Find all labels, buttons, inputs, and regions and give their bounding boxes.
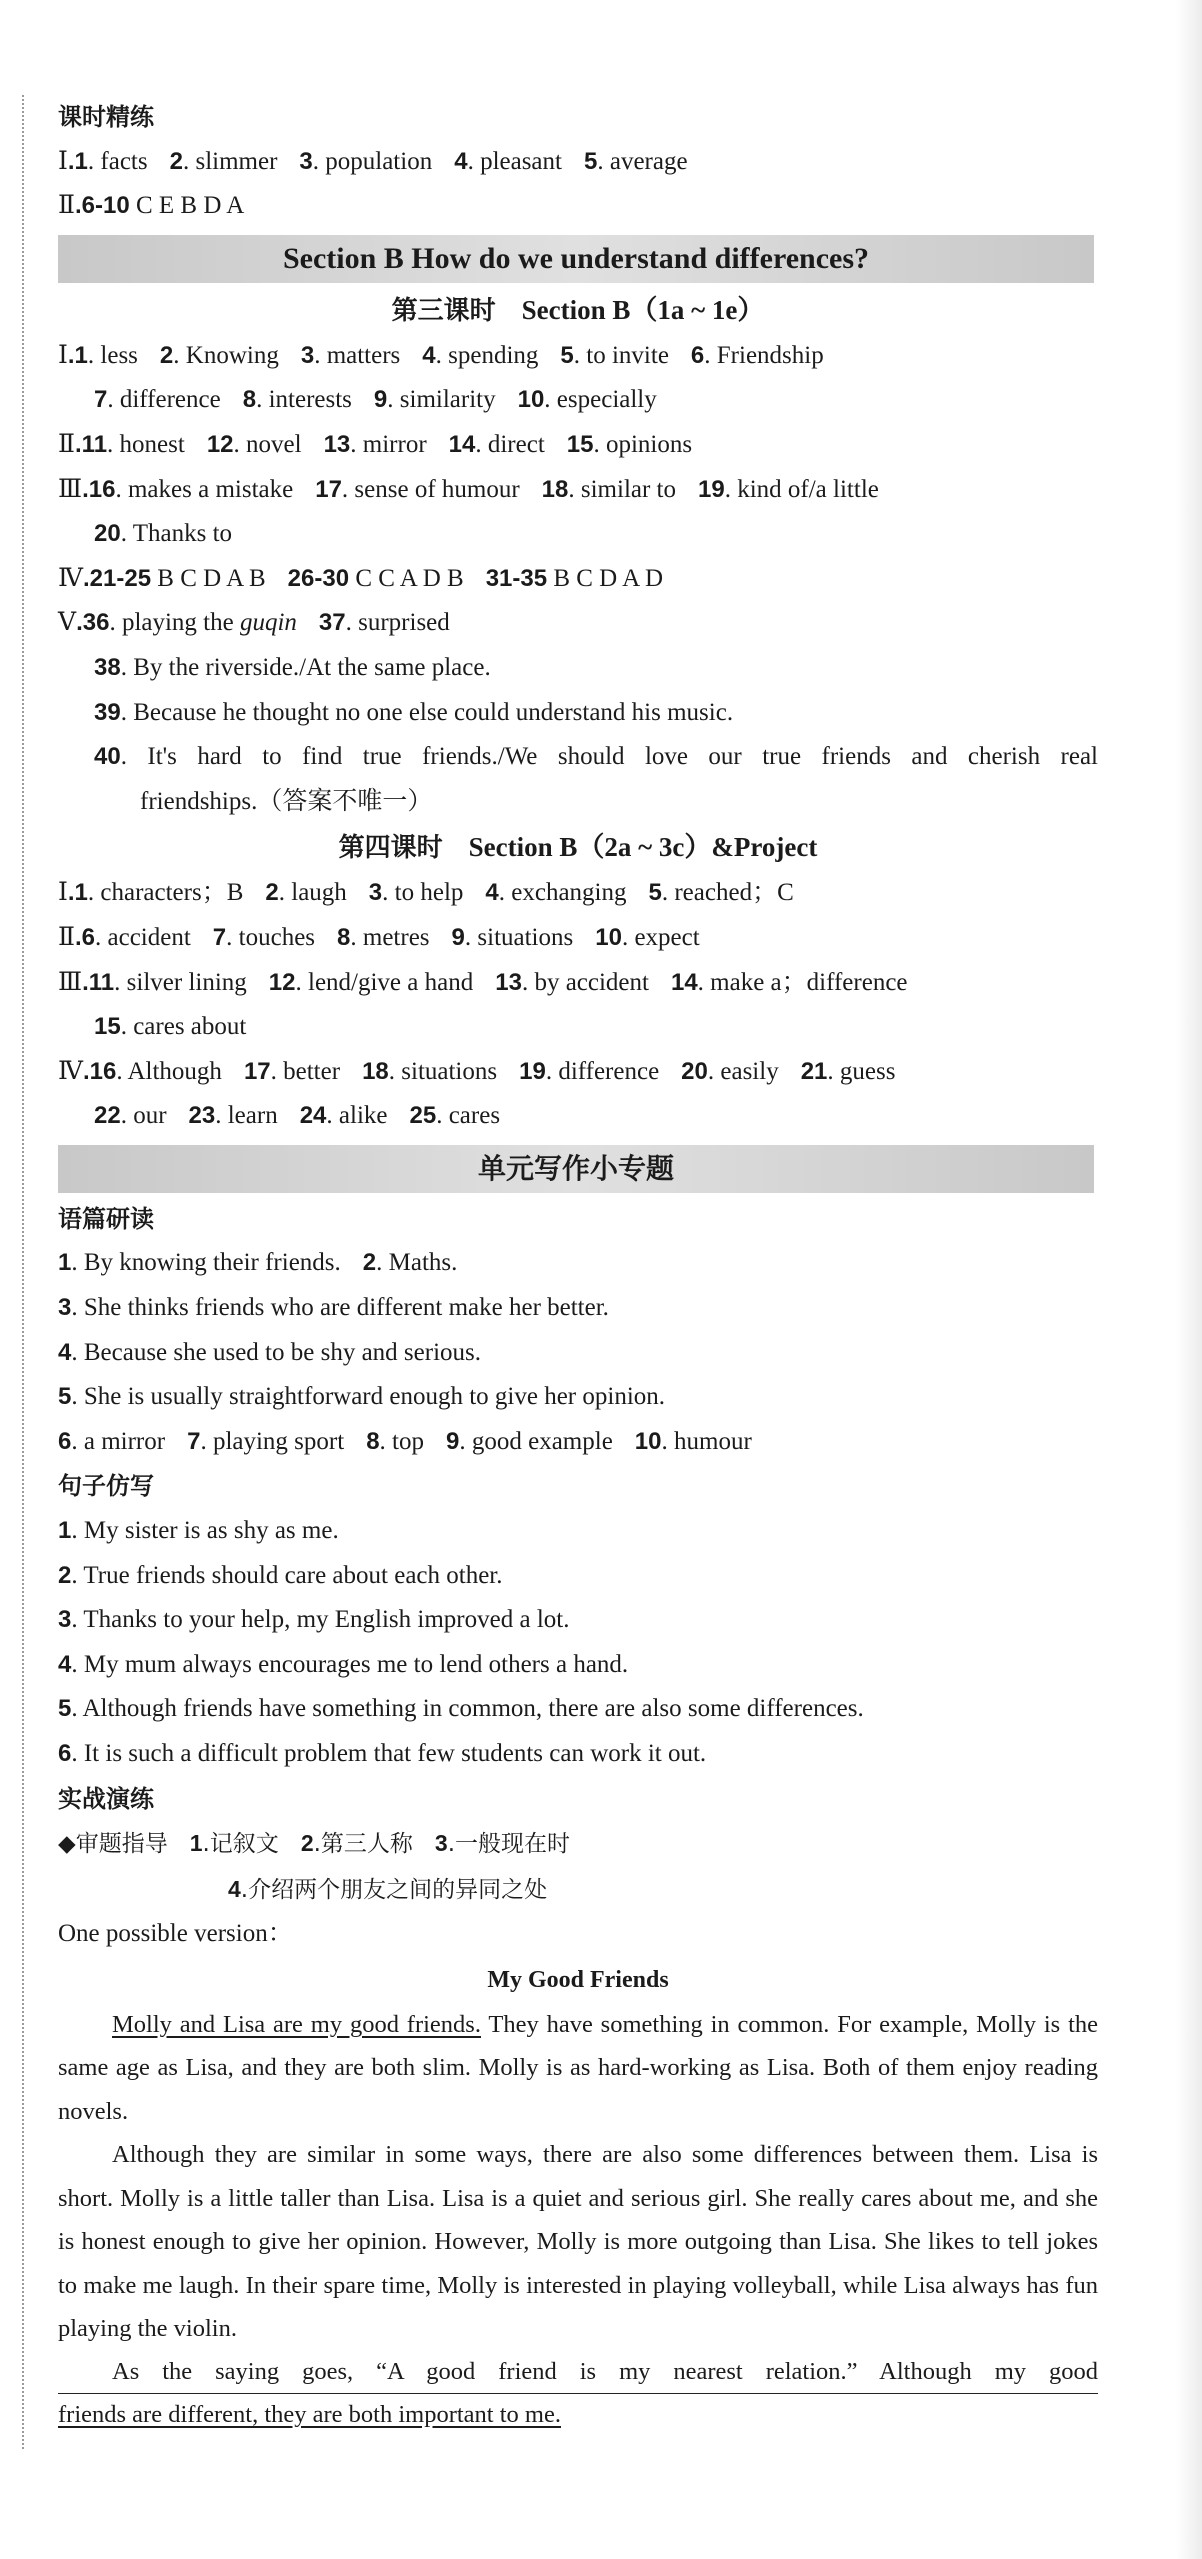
- answer-number: 18: [362, 1057, 389, 1085]
- lesson-3-part-i-row-1: [58, 334, 1098, 379]
- answer-text: . playing sport: [200, 1427, 345, 1455]
- answer-text: . a mirror: [71, 1427, 166, 1455]
- answer-number: 9: [373, 386, 388, 414]
- answer-text: . learn: [215, 1102, 278, 1130]
- answer-number: 17: [243, 1057, 271, 1085]
- answer-text: . similarity: [387, 386, 496, 414]
- answer-number: 4: [228, 1875, 241, 1902]
- answer-number: 10: [595, 923, 622, 951]
- imitation-row: [58, 1687, 1098, 1732]
- lesson-3-en: Section B（1a ~ 1e）: [521, 294, 765, 325]
- essay-title: My Good Friends: [487, 1966, 669, 1993]
- answer-number: 7: [94, 386, 108, 414]
- answer-number: 3: [434, 1830, 448, 1857]
- answer-text: . situations: [464, 923, 574, 951]
- answer-text: . She thinks friends who are different make her better.: [71, 1294, 609, 1322]
- answer-text: . cares: [436, 1102, 501, 1130]
- answer-number: .6-10: [75, 192, 130, 220]
- answer-text: . laugh: [278, 879, 347, 907]
- reading-heading: 语篇研读: [58, 1204, 154, 1233]
- answer-number: 5: [560, 341, 574, 369]
- roman-numeral: Ⅴ: [58, 609, 77, 637]
- answer-text: .一般现在时: [447, 1831, 571, 1858]
- answer-number: 31-35: [485, 564, 548, 592]
- guide-row-1: [58, 1821, 1098, 1867]
- answer-text: . good example: [459, 1427, 613, 1455]
- answer-number: 12: [206, 430, 234, 458]
- answer-text: . interests: [256, 386, 352, 414]
- answer-text: . mirror: [350, 430, 427, 458]
- answer-number: 24: [299, 1102, 327, 1130]
- writing-banner: 单元写作小专题: [58, 1145, 1094, 1193]
- answer-text: . playing the: [109, 609, 240, 637]
- answer-number: 8: [337, 923, 351, 951]
- essay-underlined-sentence: Molly and Lisa are my good friends.: [112, 2010, 481, 2038]
- lesson-3-cn: 第三课时: [391, 295, 496, 326]
- answer-number: .1: [67, 147, 88, 175]
- answer-text: . less: [87, 341, 138, 369]
- reading-row-2: [58, 1286, 1098, 1331]
- reading-row-1: [58, 1241, 1098, 1286]
- answer-number: 15: [566, 430, 594, 458]
- answer-number: 9: [446, 1427, 460, 1455]
- answer-number: .21-25: [82, 564, 152, 592]
- lesson-3-part-v-row-39: [58, 691, 1098, 736]
- answer-text: . kind of/a little: [724, 475, 879, 503]
- binding-dotted-line: [22, 95, 24, 2449]
- lesson-4-part-iii-row-2: [58, 1005, 1098, 1050]
- answer-text: . population: [312, 147, 433, 175]
- answer-text: . matters: [314, 341, 401, 369]
- answer-number: 14: [448, 430, 476, 458]
- answer-text: .第三人称: [313, 1831, 413, 1858]
- imitation-row: [58, 1598, 1098, 1643]
- answer-text: . By the riverside./At the same place.: [120, 653, 491, 681]
- roman-numeral: Ⅱ: [58, 192, 75, 220]
- answer-number: 3: [58, 1294, 72, 1322]
- answer-text: . honest: [107, 430, 185, 458]
- lesson-4-part-ii: [58, 916, 1098, 961]
- roman-numeral: Ⅰ: [58, 341, 68, 369]
- lesson-3-title: [58, 287, 1098, 334]
- lesson-practice-row-1: [58, 140, 1098, 185]
- essay-text: They have something in common. For example, Molly is the same age as Lisa, and they are both slim. Molly is as hard-working as Lisa. Both of them enjoy reading novels.: [58, 2010, 1098, 2125]
- answer-number: 2: [58, 1561, 72, 1589]
- roman-numeral: Ⅲ: [58, 968, 83, 996]
- roman-numeral: Ⅳ: [58, 1057, 83, 1085]
- answer-number: .36: [76, 609, 110, 637]
- essay-paragraph-1: [58, 2003, 1098, 2134]
- answer-text: . by accident: [521, 968, 649, 996]
- answer-number: 4: [485, 879, 499, 907]
- answer-text: . accident: [95, 923, 191, 951]
- answer-text: . novel: [233, 430, 302, 458]
- lesson-4-title: [58, 824, 1098, 871]
- answer-number: 4: [422, 341, 436, 369]
- answer-number: 1: [58, 1249, 72, 1277]
- answer-text: . direct: [475, 430, 545, 458]
- answer-text: .记叙文: [202, 1831, 279, 1858]
- lesson-3-part-v-row-38: [58, 646, 1098, 691]
- essay-underlined-line-2: [58, 2394, 1098, 2436]
- answer-number: 4: [58, 1650, 72, 1678]
- answer-text: . to invite: [573, 341, 669, 369]
- answer-number: 3: [368, 879, 383, 907]
- answer-text: . humour: [661, 1427, 752, 1455]
- answer-number: 7: [212, 923, 227, 951]
- essay-paragraph-2: [58, 2133, 1098, 2351]
- answer-number: 9: [451, 923, 465, 951]
- answer-number: 40: [94, 743, 121, 771]
- roman-numeral: Ⅰ: [58, 879, 68, 907]
- answer-number: .16: [82, 475, 116, 503]
- answer-text: . reached；C: [661, 879, 794, 907]
- answer-number: 15: [94, 1013, 121, 1041]
- lesson-3-part-v-row-36: [58, 601, 1098, 646]
- answer-text: . Thanks to: [120, 520, 233, 548]
- answer-text: . Friendship: [704, 341, 824, 369]
- answer-number: 5: [58, 1383, 72, 1411]
- answer-number: 22: [94, 1102, 121, 1130]
- answer-text: . facts: [87, 147, 148, 175]
- answer-number: 19: [698, 475, 725, 503]
- answer-text: . characters；B: [87, 879, 244, 907]
- roman-numeral: Ⅱ: [58, 923, 75, 951]
- essay-text: As the saying goes, “A good friend is my nearest relation.” Although my good: [112, 2357, 1098, 2385]
- answer-number: 3: [300, 341, 315, 369]
- answer-text: . our: [120, 1102, 167, 1130]
- answer-text-italic: guqin: [239, 609, 297, 637]
- answer-number: 23: [188, 1102, 216, 1130]
- imitation-row: [58, 1509, 1098, 1554]
- answer-number: .16: [82, 1057, 117, 1085]
- imitation-heading: 句子仿写: [58, 1472, 154, 1501]
- lesson-3-part-v-row-40: [58, 735, 1098, 780]
- answer-text: . top: [379, 1427, 424, 1455]
- answer-number: 5: [648, 879, 662, 907]
- answer-text: . metres: [350, 923, 430, 951]
- section-b-banner: Section B How do we understand differences?: [58, 235, 1094, 283]
- answer-number: 12: [268, 968, 296, 996]
- lesson-4-part-iii-row-1: [58, 961, 1098, 1006]
- answer-number: 4: [454, 147, 468, 175]
- answer-text: . pleasant: [467, 147, 562, 175]
- answer-text: . It's hard to find true friends./We should love our true friends and cherish real: [120, 743, 1098, 771]
- answer-text: . easily: [707, 1057, 779, 1085]
- answer-number: 39: [94, 698, 121, 726]
- answer-number: 8: [242, 386, 257, 414]
- essay-paragraph-3: [58, 2351, 1098, 2436]
- answer-text: . sense of humour: [341, 475, 520, 503]
- answer-number: 4: [58, 1338, 72, 1366]
- answer-number: 10: [517, 386, 545, 414]
- answer-text: . similar to: [568, 475, 677, 503]
- answer-number: 6: [690, 341, 705, 369]
- answer-content: [58, 95, 1098, 2436]
- essay-text: Although they are similar in some ways, there are also some differences between them. Lisa is short. Molly is a little taller than Lisa. Lisa is a quiet and serious girl. She really cares about me, and she is honest enough to give her opinion. However, Molly is more outgoing than Lisa. She likes to tell jokes to make me laugh. In their spare time, Molly is interested in playing volleyball, while Lisa always has fun playing the violin.: [58, 2141, 1098, 2343]
- lesson-3-part-v-row-40-cont: friendships.（答案不唯一）: [140, 787, 433, 815]
- reading-row-3: [58, 1331, 1098, 1376]
- answer-text: . make a；difference: [697, 968, 908, 996]
- answer-text: . opinions: [593, 430, 693, 458]
- lesson-4-cn: 第四课时: [338, 833, 443, 864]
- answer-text: C C A D B: [355, 564, 464, 592]
- guide-label: ◆审题指导: [58, 1831, 168, 1858]
- lesson-4-part-iv-row-2: [58, 1094, 1098, 1139]
- roman-numeral: Ⅲ: [58, 475, 83, 503]
- answer-text: . especially: [544, 386, 657, 414]
- reading-row-5: [58, 1420, 1098, 1465]
- imitation-row: [58, 1554, 1098, 1599]
- answer-text: . Maths.: [376, 1249, 458, 1277]
- answer-text: . average: [597, 147, 688, 175]
- answer-number: 21: [800, 1057, 828, 1085]
- answer-number: 25: [409, 1102, 437, 1130]
- answer-text: . situations: [388, 1057, 498, 1085]
- answer-number: 37: [318, 609, 346, 637]
- answer-text: . Although friends have something in common, there are also some differences.: [71, 1695, 864, 1723]
- answer-text: . expect: [621, 923, 700, 951]
- answer-text: B C D A D: [553, 564, 664, 592]
- lesson-4-part-i: [58, 871, 1098, 916]
- practice-heading: 实战演练: [58, 1784, 154, 1813]
- answer-text: B C D A B: [157, 564, 266, 592]
- answer-text: . It is such a difficult problem that few students can work it out.: [71, 1740, 707, 1767]
- roman-numeral: Ⅰ: [58, 147, 68, 175]
- answer-text: . Knowing: [173, 341, 279, 369]
- answer-number: 1: [58, 1517, 72, 1545]
- answer-number: 7: [187, 1427, 201, 1455]
- answer-text: . She is usually straightforward enough to give her opinion.: [71, 1383, 666, 1411]
- roman-numeral: Ⅱ: [58, 430, 75, 458]
- answer-number: 14: [670, 968, 698, 996]
- answer-text: . exchanging: [498, 879, 627, 907]
- essay-text: friends are different, they are both important to me.: [58, 2400, 561, 2428]
- answer-number: 20: [681, 1057, 708, 1085]
- answer-number: 38: [94, 653, 121, 681]
- roman-numeral: Ⅳ: [58, 564, 83, 592]
- lesson-4-part-iv-row-1: [58, 1050, 1098, 1095]
- lesson-3-part-iii-row-1: [58, 468, 1098, 513]
- answer-number: 17: [315, 475, 342, 503]
- version-label: One possible version：: [58, 1920, 293, 1948]
- lesson-practice-row-2: [58, 184, 1098, 229]
- answer-text: . True friends should care about each other.: [71, 1561, 503, 1589]
- answer-text: . makes a mistake: [115, 475, 294, 503]
- answer-text: .介绍两个朋友之间的异同之处: [240, 1876, 548, 1903]
- answer-text: . better: [270, 1057, 341, 1085]
- answer-text: . My sister is as shy as me.: [71, 1517, 339, 1545]
- answer-text: . difference: [545, 1057, 660, 1085]
- answer-text: . surprised: [345, 609, 450, 637]
- answer-number: 6: [58, 1427, 72, 1455]
- answer-number: .1: [67, 341, 88, 369]
- answer-number: 2: [169, 147, 183, 175]
- answer-number: 19: [519, 1057, 546, 1085]
- answer-number: 1: [189, 1830, 203, 1857]
- answer-text: . silver lining: [114, 968, 247, 996]
- answer-text: . touches: [226, 923, 316, 951]
- lesson-3-part-iv: [58, 557, 1098, 602]
- answer-text: . Because he thought no one else could understand his music.: [120, 698, 734, 726]
- lesson-4-en: Section B（2a ~ 3c）&Project: [468, 832, 818, 863]
- lesson-3-part-ii: [58, 423, 1098, 468]
- answer-text: . cares about: [120, 1013, 247, 1041]
- answer-number: 8: [366, 1427, 380, 1455]
- lesson-3-part-i-row-2: [58, 378, 1098, 423]
- answer-number: 18: [541, 475, 569, 503]
- answer-number: .6: [75, 923, 96, 951]
- answer-number: 3: [299, 147, 313, 175]
- answer-text: . lend/give a hand: [295, 968, 474, 996]
- answer-number: 5: [583, 147, 598, 175]
- answer-text: . Because she used to be shy and serious.: [71, 1338, 481, 1366]
- answer-text: . Although: [116, 1057, 222, 1085]
- answer-number: 2: [300, 1830, 314, 1857]
- imitation-row: [58, 1643, 1098, 1688]
- answer-text: . difference: [107, 386, 221, 414]
- page-edge-shadow: [1176, 0, 1202, 2559]
- lesson-3-part-iii-row-2: [58, 512, 1098, 557]
- answer-number: 6: [58, 1740, 72, 1767]
- lesson-practice-heading: 课时精练: [58, 103, 154, 131]
- answer-text: C E B D A: [135, 192, 245, 220]
- answer-number: 20: [94, 520, 121, 548]
- answer-text: . My mum always encourages me to lend others a hand.: [71, 1650, 629, 1678]
- answer-number: 13: [495, 968, 522, 996]
- answer-number: 2: [362, 1249, 377, 1277]
- answer-number: 3: [58, 1606, 72, 1634]
- guide-row-2: [58, 1867, 1098, 1913]
- answer-text: . spending: [435, 341, 539, 369]
- answer-number: 5: [58, 1695, 72, 1723]
- answer-number: .1: [67, 879, 88, 907]
- answer-number: 10: [634, 1427, 662, 1455]
- answer-text: . to help: [382, 879, 464, 907]
- answer-text: . Thanks to your help, my English improved a lot.: [71, 1606, 570, 1634]
- imitation-row: [58, 1732, 1098, 1777]
- answer-number: .11: [82, 968, 115, 996]
- answer-number: 2: [159, 341, 174, 369]
- answer-number: .11: [75, 430, 108, 458]
- answer-text: . alike: [326, 1102, 388, 1130]
- answer-text: . By knowing their friends.: [71, 1249, 341, 1277]
- reading-row-4: [58, 1375, 1098, 1420]
- answer-number: 13: [323, 430, 351, 458]
- essay-underlined-line-1: [58, 2351, 1098, 2394]
- answer-text: . guess: [827, 1057, 896, 1085]
- answer-number: 26-30: [287, 564, 350, 592]
- answer-text: . slimmer: [182, 147, 278, 175]
- answer-number: 2: [265, 879, 279, 907]
